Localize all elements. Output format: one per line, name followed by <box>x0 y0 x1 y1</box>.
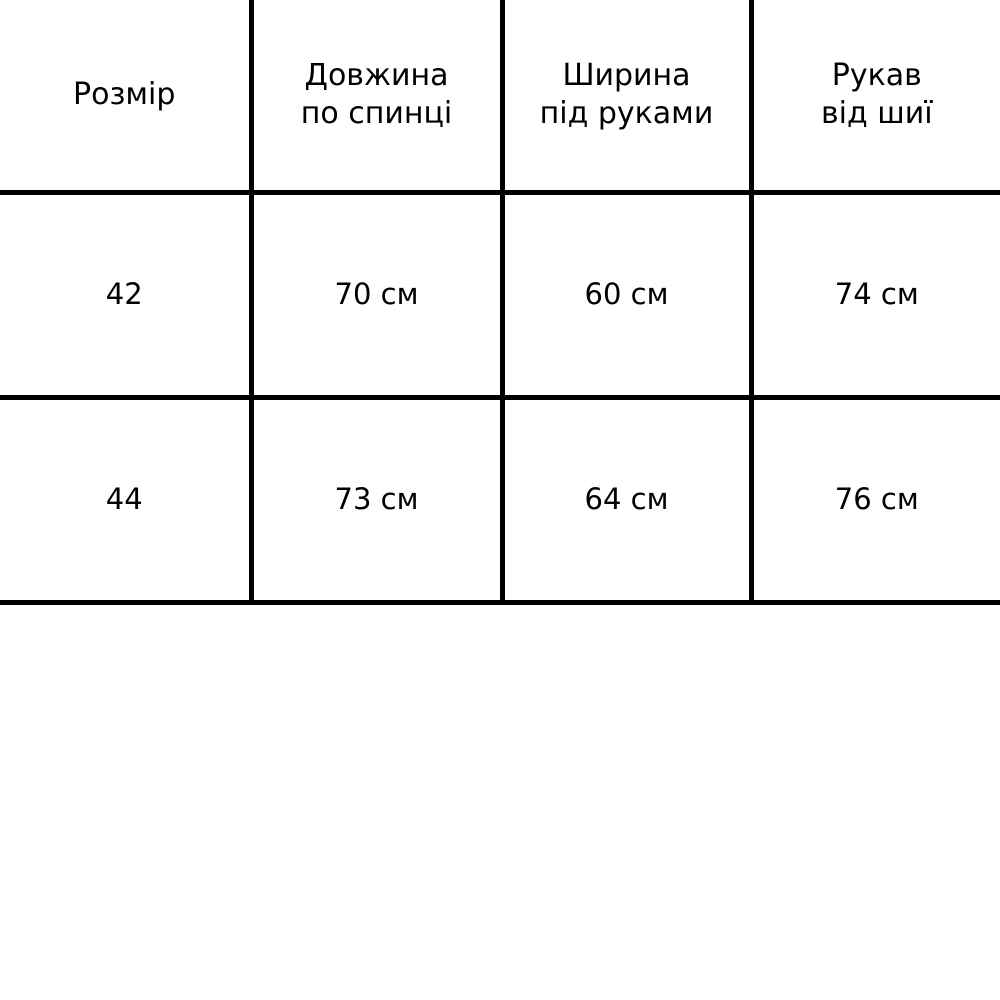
cell-size: 42 <box>0 193 251 398</box>
cell-sleeve: 74 см <box>751 193 1000 398</box>
cell-size: 44 <box>0 398 251 603</box>
cell-width: 60 см <box>502 193 751 398</box>
table-row <box>0 193 1000 398</box>
table-row <box>0 398 1000 603</box>
column-header-size-line-1: Розмір <box>73 76 176 112</box>
column-header-sleeve <box>751 0 1000 193</box>
column-header-sleeve-line-1: Рукав <box>831 57 922 93</box>
table-body <box>0 193 1000 603</box>
cell-sleeve: 76 см <box>751 398 1000 603</box>
column-header-length <box>251 0 502 193</box>
column-header-size <box>0 0 251 193</box>
table-header-row <box>0 0 1000 193</box>
cell-width: 64 см <box>502 398 751 603</box>
table-header <box>0 0 1000 193</box>
column-header-width-line-2: під руками <box>539 96 714 131</box>
column-header-width-line-1: Ширина <box>562 57 691 93</box>
column-header-length-line-1: Довжина <box>304 57 449 93</box>
cell-length: 70 см <box>251 193 502 398</box>
column-header-sleeve-line-2: від шиї <box>820 96 933 131</box>
column-header-length-line-2: по спинці <box>300 96 453 131</box>
cell-length: 73 см <box>251 398 502 603</box>
column-header-width <box>502 0 751 193</box>
